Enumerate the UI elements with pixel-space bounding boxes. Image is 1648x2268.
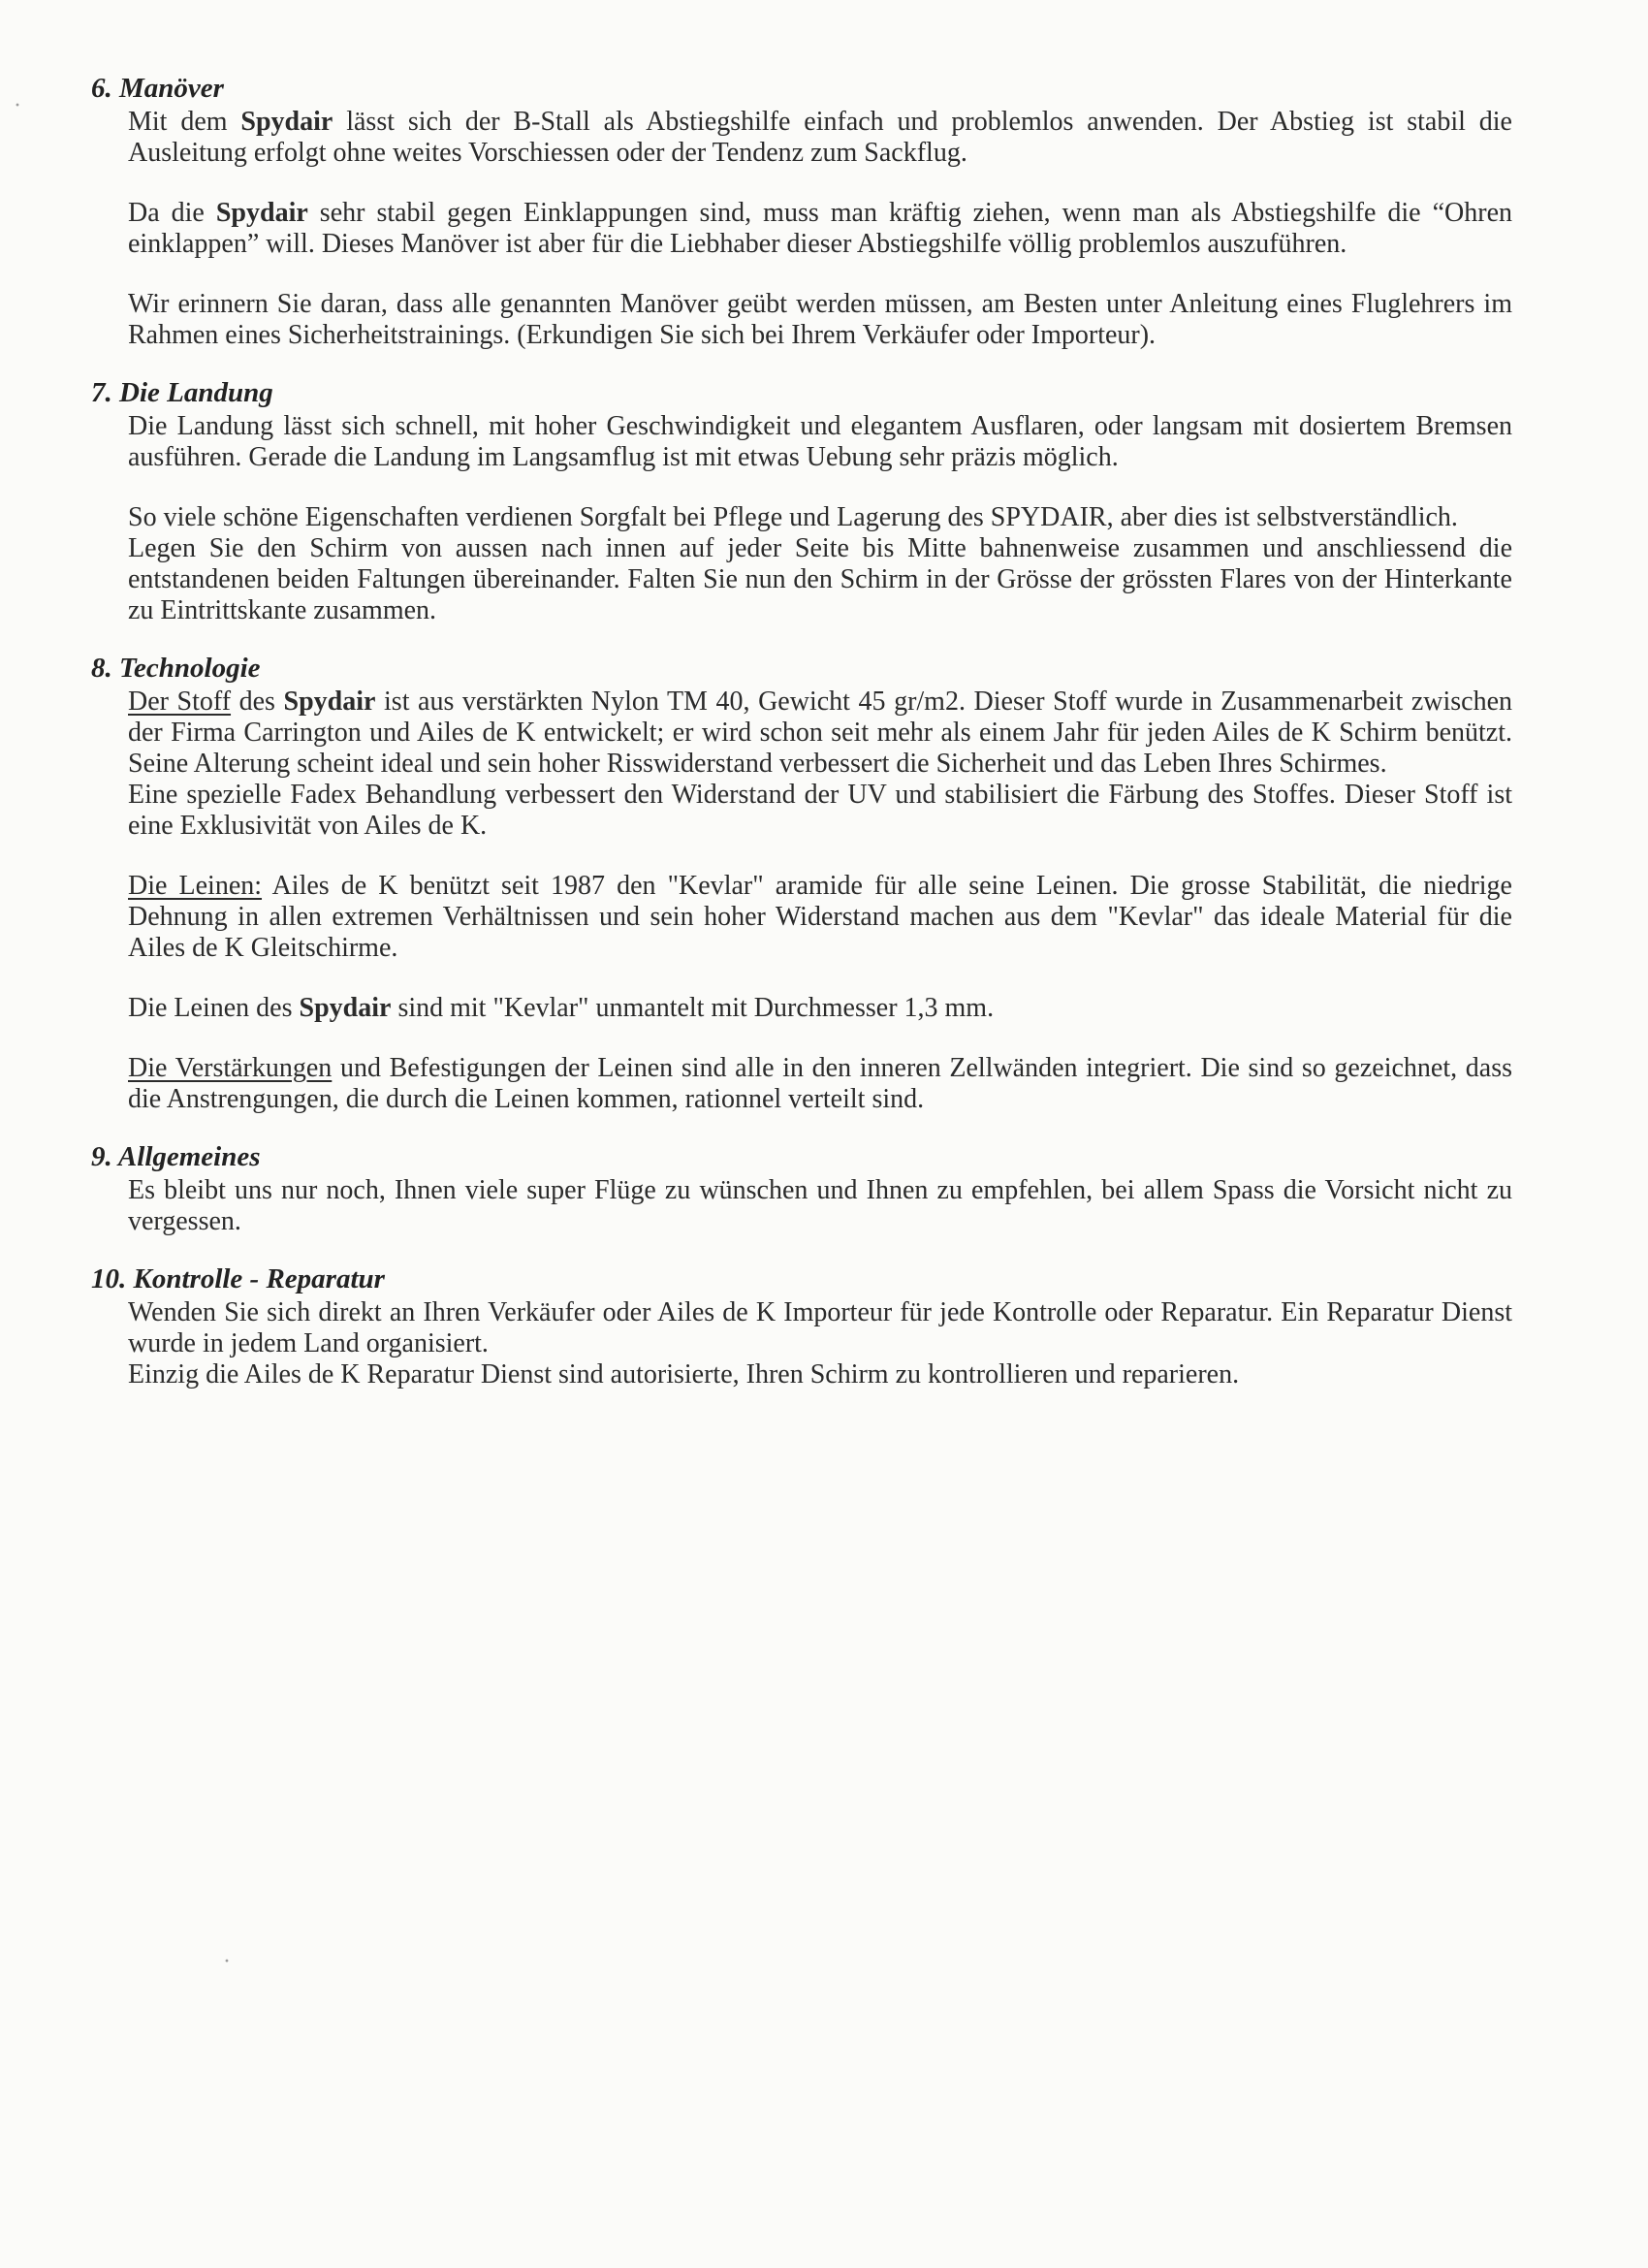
paragraph (128, 687, 1512, 780)
section-body (91, 107, 1512, 351)
section-body (91, 1297, 1512, 1390)
bold-text: Spydair (299, 993, 392, 1023)
text-run: Wenden Sie sich direkt an Ihren Verkäufer oder Ailes de K Importeur für jede Kontrolle oder Reparatur. Ein Reparatur Dienst wurde in jedem Land organisiert. (128, 1297, 1512, 1358)
text-run: Die Leinen des (128, 993, 300, 1023)
text-run: des (231, 687, 284, 717)
paragraph (128, 993, 1512, 1024)
text-run: ist aus verstärkten Nylon TM 40, Gewicht 45 gr/m2. Dieser Stoff wurde in Zusammenarbeit zwischen der Firma Carrington und Ailes de K entwickelt; er wird schon seit mehr als einem Jahr für jeden Ailes de K Schirm benützt. Seine Alterung scheint ideal und sein hoher Risswiderstand verbessert die Sicherheit und das Leben Ihres Schirmes. (128, 687, 1513, 779)
text-run: sind mit "Kevlar" unmantelt mit Durchmesser 1,3 mm. (391, 993, 995, 1023)
section-heading: 10. Kontrolle - Reparatur (91, 1263, 385, 1294)
text-run: sehr stabil gegen Einklappungen sind, muss man kräftig ziehen, wenn man als Abstiegshilfe die “Ohren einklappen” will. Dieses Manöver ist aber für die Liebhaber dieser Abstiegshilfe völlig problemlos auszuführen. (128, 198, 1512, 259)
text-run: Legen Sie den Schirm von aussen nach innen auf jeder Seite bis Mitte bahnenweise zusammen und anschliessend die entstandenen beiden Faltungen übereinander. Falten Sie nun den Schirm in der Grösse der grössten Flares von der Hinterkante zu Eintrittskante zusammen. (128, 533, 1512, 625)
section-body (91, 687, 1512, 1115)
paragraph (128, 502, 1512, 533)
section (91, 1140, 1512, 1237)
section-heading: 7. Die Landung (91, 377, 273, 408)
text-run: Ailes de K benützt seit 1987 den "Kevlar" aramide für alle seine Leinen. Die grosse Stabilität, die niedrige Dehnung in allen extremen Verhältnissen und sein hoher Widerstand machen aus dem "Kevlar" das ideale Material für die Ailes de K Gleitschirme. (128, 871, 1512, 963)
bold-text: Spydair (215, 198, 308, 228)
text-run: Eine spezielle Fadex Behandlung verbessert den Widerstand der UV und stabilisiert die Färbung des Stoffes. Dieser Stoff ist eine Exklusivität von Ailes de K. (128, 780, 1512, 841)
section-body (91, 411, 1512, 626)
paragraph (128, 871, 1512, 964)
text-run: Da die (128, 198, 216, 228)
paragraph (128, 107, 1512, 169)
section-heading: 9. Allgemeines (91, 1141, 261, 1172)
text-run: Wir erinnern Sie daran, dass alle genannten Manöver geübt werden müssen, am Besten unter Anleitung eines Fluglehrers im Rahmen eines Sicherheitstrainings. (Erkundigen Sie sich bei Ihrem Verkäufer oder Importeur). (128, 289, 1512, 350)
text-run: und Befestigungen der Leinen sind alle in den inneren Zellwänden integriert. Die sind so gezeichnet, dass die Anstrengungen, die durch die Leinen kommen, rationnel verteilt sind. (128, 1053, 1512, 1114)
paragraph (128, 289, 1512, 351)
underlined-text: Die Leinen: (128, 871, 263, 901)
text-run: Es bleibt uns nur noch, Ihnen viele super Flüge zu wünschen und Ihnen zu empfehlen, bei allem Spass die Vorsicht nicht zu vergessen. (128, 1175, 1512, 1236)
scan-mark: · (223, 1949, 231, 1974)
paragraph (128, 780, 1512, 842)
section-body (91, 1175, 1512, 1237)
paragraph (128, 1359, 1512, 1390)
scan-mark: · (14, 93, 21, 118)
section-heading: 6. Manöver (91, 73, 224, 104)
paragraph (128, 1297, 1512, 1359)
text-run: Die Landung lässt sich schnell, mit hoher Geschwindigkeit und elegantem Ausflaren, oder langsam mit dosiertem Bremsen ausführen. Gerade die Landung im Langsamflug ist mit etwas Uebung sehr präzis möglich. (128, 411, 1512, 472)
paragraph (128, 1175, 1512, 1237)
bold-text: Spydair (240, 107, 333, 137)
paragraph (128, 1053, 1512, 1115)
text-run: lässt sich der B-Stall als Abstiegshilfe einfach und problemlos anwenden. Der Abstieg ist stabil die Ausleitung erfolgt ohne weites Vorschiessen oder der Tendenz zum Sackflug. (128, 107, 1512, 168)
section (91, 376, 1512, 626)
paragraph (128, 198, 1512, 260)
text-run: So viele schöne Eigenschaften verdienen Sorgfalt bei Pflege und Lagerung des SPYDAIR, aber dies ist selbstverständlich. (128, 502, 1458, 532)
underlined-text: Der Stoff (128, 687, 232, 717)
underlined-text: Die Verstärkungen (128, 1053, 333, 1083)
paragraph (128, 411, 1512, 473)
bold-text: Spydair (283, 687, 376, 717)
section (91, 72, 1512, 351)
text-run: Einzig die Ailes de K Reparatur Dienst sind autorisierte, Ihren Schirm zu kontrollieren und reparieren. (128, 1359, 1240, 1390)
text-run: Mit dem (128, 107, 241, 137)
section-heading: 8. Technologie (91, 653, 261, 684)
document-content (91, 72, 1512, 1416)
section (91, 1262, 1512, 1390)
section (91, 652, 1512, 1115)
paragraph (128, 533, 1512, 626)
